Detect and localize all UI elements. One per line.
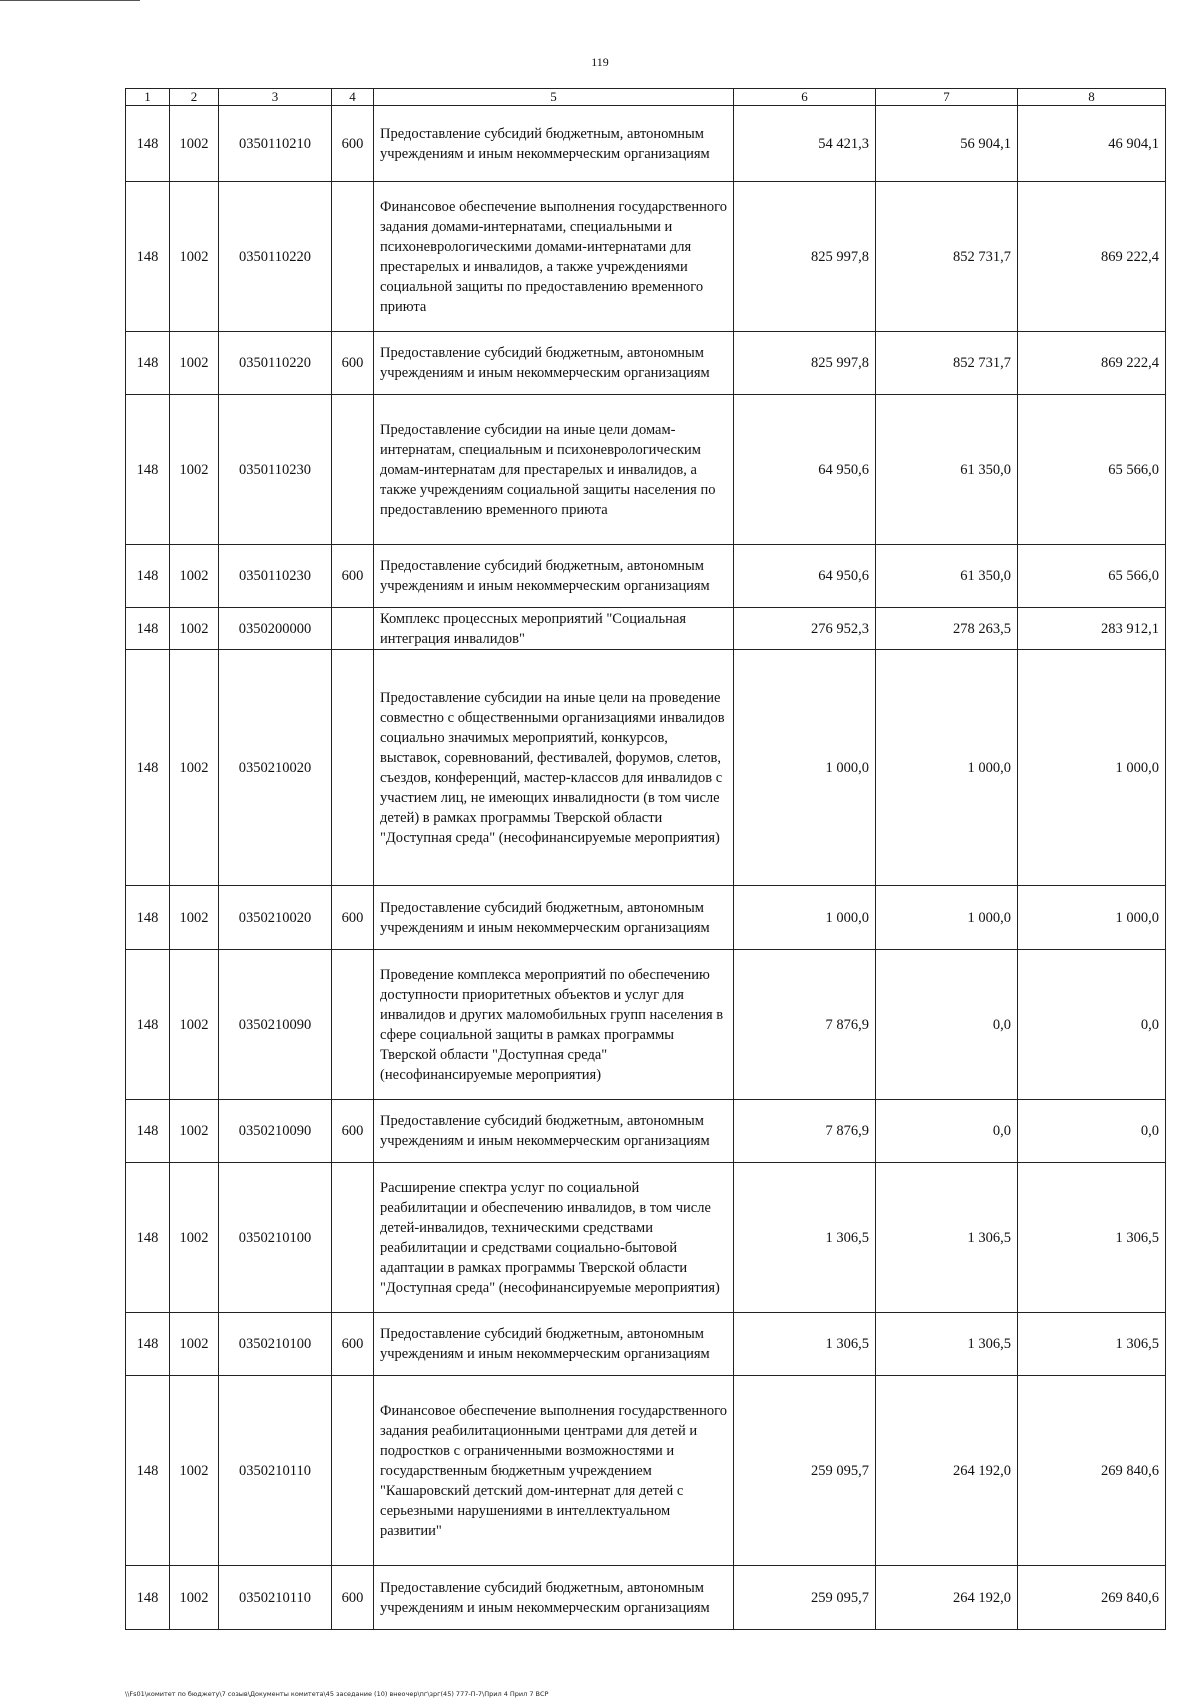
amount-year3-cell: 269 840,6 bbox=[1018, 1566, 1166, 1630]
amount-year1-cell: 1 306,5 bbox=[734, 1163, 876, 1313]
target-article-cell: 0350210090 bbox=[219, 1100, 332, 1163]
description-cell: Предоставление субсидий бюджетным, автономным учреждениям и иным некоммерческим организациям bbox=[374, 886, 734, 950]
amount-year1-cell: 64 950,6 bbox=[734, 395, 876, 545]
section-code-cell: 1002 bbox=[170, 886, 219, 950]
amount-year1-cell: 276 952,3 bbox=[734, 608, 876, 650]
column-header: 1 bbox=[126, 89, 170, 106]
amount-year2-cell: 56 904,1 bbox=[876, 106, 1018, 182]
description-cell: Финансовое обеспечение выполнения государственного задания домами-интернатами, специальными и психоневрологическими домами-интернатами для престарелых и инвалидов, а также учреждениями социальной защиты по предоставлению временного приюта bbox=[374, 182, 734, 332]
expense-type-cell bbox=[332, 608, 374, 650]
section-code-cell: 1002 bbox=[170, 950, 219, 1100]
expense-type-cell bbox=[332, 395, 374, 545]
column-header: 4 bbox=[332, 89, 374, 106]
amount-year3-cell: 46 904,1 bbox=[1018, 106, 1166, 182]
target-article-cell: 0350210020 bbox=[219, 886, 332, 950]
expense-type-cell bbox=[332, 1163, 374, 1313]
amount-year1-cell: 7 876,9 bbox=[734, 950, 876, 1100]
table-row bbox=[126, 1566, 1166, 1630]
ministry-code-cell: 148 bbox=[126, 545, 170, 608]
amount-year2-cell: 61 350,0 bbox=[876, 545, 1018, 608]
amount-year2-cell: 1 000,0 bbox=[876, 650, 1018, 886]
amount-year3-cell: 0,0 bbox=[1018, 950, 1166, 1100]
target-article-cell: 0350210100 bbox=[219, 1163, 332, 1313]
target-article-cell: 0350210100 bbox=[219, 1313, 332, 1376]
amount-year2-cell: 852 731,7 bbox=[876, 332, 1018, 395]
header-row bbox=[126, 89, 1166, 106]
description-cell: Проведение комплекса мероприятий по обеспечению доступности приоритетных объектов и услуг для инвалидов и других маломобильных групп населения в сфере социальной защиты в рамках программы Тверской области "Доступная среда" (несофинансируемые мероприятия) bbox=[374, 950, 734, 1100]
table-row bbox=[126, 182, 1166, 332]
ministry-code-cell: 148 bbox=[126, 1313, 170, 1376]
amount-year1-cell: 1 306,5 bbox=[734, 1313, 876, 1376]
target-article-cell: 0350210110 bbox=[219, 1566, 332, 1630]
amount-year2-cell: 1 306,5 bbox=[876, 1163, 1018, 1313]
expense-type-cell: 600 bbox=[332, 545, 374, 608]
section-code-cell: 1002 bbox=[170, 1376, 219, 1566]
amount-year3-cell: 1 000,0 bbox=[1018, 650, 1166, 886]
amount-year2-cell: 61 350,0 bbox=[876, 395, 1018, 545]
amount-year3-cell: 869 222,4 bbox=[1018, 182, 1166, 332]
expense-type-cell: 600 bbox=[332, 332, 374, 395]
scan-artifact-line bbox=[0, 0, 140, 1]
expense-type-cell: 600 bbox=[332, 1566, 374, 1630]
expense-type-cell: 600 bbox=[332, 886, 374, 950]
expense-type-cell bbox=[332, 650, 374, 886]
amount-year3-cell: 1 306,5 bbox=[1018, 1313, 1166, 1376]
section-code-cell: 1002 bbox=[170, 1100, 219, 1163]
description-cell: Предоставление субсидии на иные цели домам-интернатам, специальным и психоневрологическим домам-интернатам для престарелых и инвалидов, а также учреждениям социальной защиты населения по предоставлению временного приюта bbox=[374, 395, 734, 545]
target-article-cell: 0350110230 bbox=[219, 545, 332, 608]
description-cell: Предоставление субсидий бюджетным, автономным учреждениям и иным некоммерческим организациям bbox=[374, 1313, 734, 1376]
ministry-code-cell: 148 bbox=[126, 1163, 170, 1313]
expense-type-cell: 600 bbox=[332, 1100, 374, 1163]
description-cell: Предоставление субсидий бюджетным, автономным учреждениям и иным некоммерческим организациям bbox=[374, 1100, 734, 1163]
amount-year3-cell: 869 222,4 bbox=[1018, 332, 1166, 395]
amount-year3-cell: 269 840,6 bbox=[1018, 1376, 1166, 1566]
column-header: 5 bbox=[374, 89, 734, 106]
amount-year1-cell: 825 997,8 bbox=[734, 332, 876, 395]
description-cell: Предоставление субсидий бюджетным, автономным учреждениям и иным некоммерческим организациям bbox=[374, 1566, 734, 1630]
ministry-code-cell: 148 bbox=[126, 1566, 170, 1630]
ministry-code-cell: 148 bbox=[126, 950, 170, 1100]
ministry-code-cell: 148 bbox=[126, 1100, 170, 1163]
amount-year1-cell: 259 095,7 bbox=[734, 1566, 876, 1630]
amount-year1-cell: 64 950,6 bbox=[734, 545, 876, 608]
amount-year3-cell: 1 000,0 bbox=[1018, 886, 1166, 950]
target-article-cell: 0350210020 bbox=[219, 650, 332, 886]
budget-table bbox=[125, 88, 1166, 1630]
target-article-cell: 0350210090 bbox=[219, 950, 332, 1100]
target-article-cell: 0350110220 bbox=[219, 182, 332, 332]
expense-type-cell: 600 bbox=[332, 1313, 374, 1376]
description-cell: Комплекс процессных мероприятий "Социальная интеграция инвалидов" bbox=[374, 608, 734, 650]
amount-year1-cell: 1 000,0 bbox=[734, 886, 876, 950]
amount-year2-cell: 1 000,0 bbox=[876, 886, 1018, 950]
expense-type-cell: 600 bbox=[332, 106, 374, 182]
page-number: 119 bbox=[591, 55, 609, 69]
target-article-cell: 0350110230 bbox=[219, 395, 332, 545]
target-article-cell: 0350200000 bbox=[219, 608, 332, 650]
amount-year2-cell: 0,0 bbox=[876, 1100, 1018, 1163]
section-code-cell: 1002 bbox=[170, 1313, 219, 1376]
table-row bbox=[126, 545, 1166, 608]
target-article-cell: 0350110220 bbox=[219, 332, 332, 395]
table-row bbox=[126, 950, 1166, 1100]
ministry-code-cell: 148 bbox=[126, 886, 170, 950]
table-body bbox=[126, 106, 1166, 1630]
file-path-footer: \\Fs01\комитет по бюджету\7 созыв\Документы комитета\45 заседание (10) внеочер\пг\зрг(45) 777-П-7\Прил 4 Прил 7 ВСР bbox=[125, 1690, 549, 1698]
expense-type-cell bbox=[332, 950, 374, 1100]
amount-year1-cell: 54 421,3 bbox=[734, 106, 876, 182]
amount-year1-cell: 1 000,0 bbox=[734, 650, 876, 886]
amount-year3-cell: 65 566,0 bbox=[1018, 545, 1166, 608]
amount-year2-cell: 1 306,5 bbox=[876, 1313, 1018, 1376]
amount-year1-cell: 259 095,7 bbox=[734, 1376, 876, 1566]
table-row bbox=[126, 1163, 1166, 1313]
section-code-cell: 1002 bbox=[170, 650, 219, 886]
column-header: 2 bbox=[170, 89, 219, 106]
amount-year2-cell: 264 192,0 bbox=[876, 1376, 1018, 1566]
section-code-cell: 1002 bbox=[170, 395, 219, 545]
description-cell: Предоставление субсидий бюджетным, автономным учреждениям и иным некоммерческим организациям bbox=[374, 545, 734, 608]
amount-year3-cell: 283 912,1 bbox=[1018, 608, 1166, 650]
table-row bbox=[126, 886, 1166, 950]
amount-year3-cell: 65 566,0 bbox=[1018, 395, 1166, 545]
amount-year1-cell: 825 997,8 bbox=[734, 182, 876, 332]
column-header: 6 bbox=[734, 89, 876, 106]
table-header bbox=[126, 89, 1166, 106]
section-code-cell: 1002 bbox=[170, 1566, 219, 1630]
section-code-cell: 1002 bbox=[170, 1163, 219, 1313]
description-cell: Предоставление субсидий бюджетным, автономным учреждениям и иным некоммерческим организациям bbox=[374, 332, 734, 395]
ministry-code-cell: 148 bbox=[126, 608, 170, 650]
amount-year2-cell: 852 731,7 bbox=[876, 182, 1018, 332]
description-cell: Финансовое обеспечение выполнения государственного задания реабилитационными центрами для детей и подростков с ограниченными возможностями и государственным бюджетным учреждением "Кашаровский детский дом-интернат для детей с серьезными нарушениями в интеллектуальном развитии" bbox=[374, 1376, 734, 1566]
description-cell: Предоставление субсидии на иные цели на проведение совместно с общественными организациями инвалидов социально значимых мероприятий, конкурсов, выставок, соревнований, фестивалей, форумов, слетов, съездов, конференций, мастер-классов для инвалидов с участием лиц, не имеющих инвалидности (в том числе детей) в рамках программы Тверской области "Доступная среда" (несофинансируемые мероприятия) bbox=[374, 650, 734, 886]
ministry-code-cell: 148 bbox=[126, 1376, 170, 1566]
target-article-cell: 0350110210 bbox=[219, 106, 332, 182]
target-article-cell: 0350210110 bbox=[219, 1376, 332, 1566]
amount-year3-cell: 0,0 bbox=[1018, 1100, 1166, 1163]
table-row bbox=[126, 1100, 1166, 1163]
ministry-code-cell: 148 bbox=[126, 395, 170, 545]
table-row bbox=[126, 106, 1166, 182]
description-cell: Предоставление субсидий бюджетным, автономным учреждениям и иным некоммерческим организациям bbox=[374, 106, 734, 182]
description-cell: Расширение спектра услуг по социальной реабилитации и обеспечению инвалидов, в том числе детей-инвалидов, техническими средствами реабилитации и средствами социально-бытовой адаптации в рамках программы Тверской области "Доступная среда" (несофинансируемые мероприятия) bbox=[374, 1163, 734, 1313]
section-code-cell: 1002 bbox=[170, 545, 219, 608]
amount-year2-cell: 0,0 bbox=[876, 950, 1018, 1100]
column-header: 7 bbox=[876, 89, 1018, 106]
table-row bbox=[126, 608, 1166, 650]
section-code-cell: 1002 bbox=[170, 182, 219, 332]
expense-type-cell bbox=[332, 1376, 374, 1566]
table-row bbox=[126, 1376, 1166, 1566]
table-row bbox=[126, 395, 1166, 545]
amount-year3-cell: 1 306,5 bbox=[1018, 1163, 1166, 1313]
ministry-code-cell: 148 bbox=[126, 650, 170, 886]
column-header: 8 bbox=[1018, 89, 1166, 106]
table-row bbox=[126, 650, 1166, 886]
section-code-cell: 1002 bbox=[170, 332, 219, 395]
ministry-code-cell: 148 bbox=[126, 332, 170, 395]
ministry-code-cell: 148 bbox=[126, 106, 170, 182]
column-header: 3 bbox=[219, 89, 332, 106]
table-row bbox=[126, 332, 1166, 395]
expense-type-cell bbox=[332, 182, 374, 332]
section-code-cell: 1002 bbox=[170, 608, 219, 650]
amount-year2-cell: 278 263,5 bbox=[876, 608, 1018, 650]
section-code-cell: 1002 bbox=[170, 106, 219, 182]
amount-year1-cell: 7 876,9 bbox=[734, 1100, 876, 1163]
table-row bbox=[126, 1313, 1166, 1376]
ministry-code-cell: 148 bbox=[126, 182, 170, 332]
amount-year2-cell: 264 192,0 bbox=[876, 1566, 1018, 1630]
